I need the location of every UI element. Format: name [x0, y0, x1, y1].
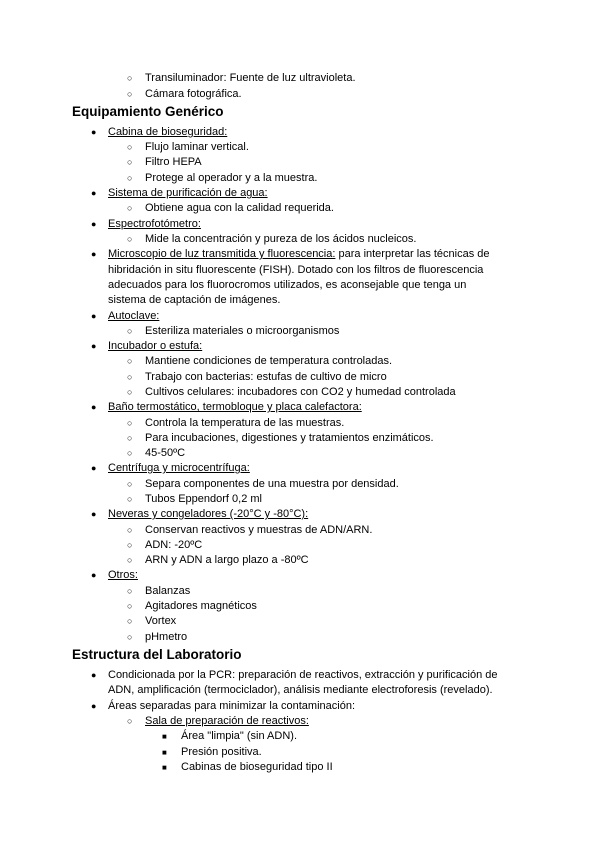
filled-bullet: ● [91, 670, 97, 680]
square-bullet: ■ [162, 732, 167, 741]
list-item: Áreas separadas para minimizar la contaminación: [108, 700, 356, 712]
hollow-bullet: ○ [127, 234, 133, 244]
list-item: Trabajo con bacterias: estufas de cultivo de micro [145, 371, 387, 383]
filled-bullet: ● [91, 402, 97, 412]
list-item: pHmetro [145, 631, 188, 643]
square-bullet: ■ [162, 748, 167, 757]
paragraph-line: ADN, amplificación (termociclador), análisis mediante electroforesis (revelado). [108, 684, 493, 696]
filled-bullet: ● [91, 311, 97, 321]
filled-bullet: ● [91, 219, 97, 229]
hollow-bullet: ○ [127, 716, 133, 726]
hollow-bullet: ○ [127, 494, 133, 504]
list-item: Vortex [145, 615, 177, 627]
list-item: Separa componentes de una muestra por densidad. [145, 478, 399, 490]
filled-bullet: ● [91, 509, 97, 519]
list-item: Tubos Eppendorf 0,2 ml [145, 493, 262, 505]
list-item: Filtro HEPA [145, 156, 202, 168]
paragraph-line: hibridación in situ fluorescente (FISH). Dotado con los filtros de fluorescencia [108, 264, 484, 276]
list-item: Mantiene condiciones de temperatura controladas. [145, 355, 393, 367]
item-label-centrifuga: Centrífuga y microcentrífuga: [108, 462, 250, 474]
hollow-bullet: ○ [127, 89, 133, 99]
hollow-bullet: ○ [127, 157, 133, 167]
microscopio-text: para interpretar las técnicas de [335, 248, 490, 260]
hollow-bullet: ○ [127, 479, 133, 489]
hollow-bullet: ○ [127, 372, 133, 382]
list-item: Esteriliza materiales o microorganismos [145, 325, 340, 337]
filled-bullet: ● [91, 570, 97, 580]
hollow-bullet: ○ [127, 356, 133, 366]
filled-bullet: ● [91, 701, 97, 711]
item-label-autoclave: Autoclave: [108, 310, 160, 322]
list-item: Cámara fotográfica. [145, 88, 242, 100]
hollow-bullet: ○ [127, 142, 133, 152]
section-heading-equipamiento: Equipamiento Genérico [72, 104, 224, 119]
item-microscopio [108, 247, 490, 262]
list-item: Balanzas [145, 585, 191, 597]
hollow-bullet: ○ [127, 448, 133, 458]
list-item: Mide la concentración y pureza de los ácidos nucleicos. [145, 233, 417, 245]
list-item: Obtiene agua con la calidad requerida. [145, 202, 334, 214]
paragraph-line: sistema de captación de imágenes. [108, 294, 281, 306]
hollow-bullet: ○ [127, 632, 133, 642]
hollow-bullet: ○ [127, 555, 133, 565]
item-label-bano: Baño termostático, termobloque y placa calefactora: [108, 401, 362, 413]
hollow-bullet: ○ [127, 525, 133, 535]
item-label-espectrofotometro: Espectrofotómetro: [108, 218, 201, 230]
hollow-bullet: ○ [127, 601, 133, 611]
list-item: Flujo laminar vertical. [145, 141, 249, 153]
hollow-bullet: ○ [127, 616, 133, 626]
list-item: ARN y ADN a largo plazo a -80ºC [145, 554, 309, 566]
item-label-neveras: Neveras y congeladores (-20°C y -80°C): [108, 508, 309, 520]
hollow-bullet: ○ [127, 433, 133, 443]
list-item: Agitadores magnéticos [145, 600, 257, 612]
paragraph-line: Condicionada por la PCR: preparación de reactivos, extracción y purificación de [108, 669, 498, 681]
list-item: Cultivos celulares: incubadores con CO2 y humedad controlada [145, 386, 456, 398]
list-item: Conservan reactivos y muestras de ADN/ARN. [145, 524, 373, 536]
item-label-agua: Sistema de purificación de agua: [108, 187, 268, 199]
list-item: Para incubaciones, digestiones y tratamientos enzimáticos. [145, 432, 434, 444]
hollow-bullet: ○ [127, 203, 133, 213]
filled-bullet: ● [91, 341, 97, 351]
list-item: Controla la temperatura de las muestras. [145, 417, 345, 429]
hollow-bullet: ○ [127, 540, 133, 550]
list-item: Protege al operador y a la muestra. [145, 172, 318, 184]
filled-bullet: ● [91, 463, 97, 473]
hollow-bullet: ○ [127, 326, 133, 336]
item-label-incubador: Incubador o estufa: [108, 340, 203, 352]
paragraph-line: adecuados para los fluorocromos utilizados, es aconsejable que tenga un [108, 279, 467, 291]
list-item: Transiluminador: Fuente de luz ultravioleta. [145, 72, 356, 84]
filled-bullet: ● [91, 127, 97, 137]
filled-bullet: ● [91, 188, 97, 198]
item-label-sala: Sala de preparación de reactivos: [145, 715, 309, 727]
hollow-bullet: ○ [127, 73, 133, 83]
list-item: Área "limpia" (sin ADN). [181, 730, 298, 742]
square-bullet: ■ [162, 763, 167, 772]
list-item: Presión positiva. [181, 746, 262, 758]
filled-bullet: ● [91, 249, 97, 259]
item-label-microscopio: Microscopio de luz transmitida y fluorescencia: [108, 248, 336, 260]
hollow-bullet: ○ [127, 586, 133, 596]
section-heading-estructura: Estructura del Laboratorio [72, 647, 242, 662]
hollow-bullet: ○ [127, 418, 133, 428]
list-item: Cabinas de bioseguridad tipo II [181, 761, 333, 773]
hollow-bullet: ○ [127, 173, 133, 183]
hollow-bullet: ○ [127, 387, 133, 397]
list-item: 45-50ºC [145, 447, 186, 459]
item-label-otros: Otros: [108, 569, 138, 581]
list-item: ADN: -20ºC [145, 539, 203, 551]
item-label-cabina: Cabina de bioseguridad: [108, 126, 228, 138]
